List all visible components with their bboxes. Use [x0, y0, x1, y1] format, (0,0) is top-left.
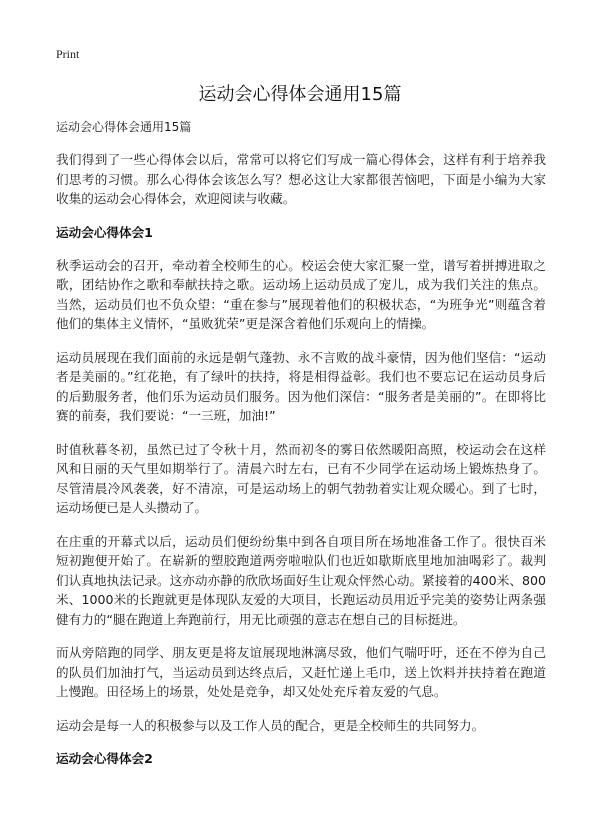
section1-paragraph: 秋季运动会的召开，牵动着全校师生的心。校运会使大家汇聚一堂，谱写着拼搏进取之歌，团结协作之歌和奉献扶持之歌。运动场上运动员成了宠儿，成为我们关注的焦点。当然，运动员们也不负众望：“重在参与”展现着他们的积极状态，“为班争光”则蕴含着他们的集体主义情怀，“虽败犹荣”更是深含着他们乐观向上的情操。	[56, 257, 546, 331]
page-title: 运动会心得体会通用15篇	[198, 84, 402, 105]
document-subtitle: 运动会心得体会通用15篇	[56, 120, 192, 134]
section1-paragraph: 时值秋暮冬初，虽然已过了令秋十月，然而初冬的雾日依然暖阳高照，校运动会在这样风和日丽的天气里如期举行了。清晨六时左右，已有不少同学在运动场上锻炼热身了。尽管清晨冷风袭袭，好不清凉，可是运动场上的朝气勃勃着实让观众暖心。到了七时，运动场便已是人头攒动了。	[56, 441, 546, 515]
section1-paragraph: 运动会是每一人的积极参与以及工作人员的配合，更是全校师生的共同努力。	[56, 717, 485, 733]
section-heading-1: 运动会心得体会1	[56, 224, 153, 240]
section1-paragraph: 在庄重的开幕式以后，运动员们便纷纷集中到各自项目所在场地准备工作了。很快百米短初跑便开始了。在崭新的塑胶跑道两旁啦啦队们也近如歇斯底里地加油喝彩了。裁判们认真地执法记录。这亦动亦静的欣欣场面好生让观众怦然心动。紧接着的400米、800米、1000米的长跑就更是体现队友爱的大项目，长跑运动员用近乎完美的姿势让两条强健有力的“腿在跑道上奔跑前行，用无比顽强的意志在想自己的目标挺进。	[56, 533, 546, 627]
print-link[interactable]: Print	[56, 47, 80, 61]
section1-paragraph: 运动员展现在我们面前的永远是朝气蓬勃、永不言败的战斗豪情，因为他们坚信：“运动者是美丽的。”红花艳，有了绿叶的扶持，将是相得益彰。我们也不要忘记在运动员身后的后勤服务者，他们乐为运动员们服务。因为他们深信：“服务者是美丽的”。在即将比赛的前奏，我们要说：“一三班，加油!”	[56, 349, 546, 423]
section1-paragraph: 而从旁陪跑的同学、朋友更是将友谊展现地淋漓尽致，他们气喘吁吁，还在不停为自己的队员们加油打气，当运动员到达终点后，又赶忙递上毛巾，送上饮料并扶持着在跑道上慢跑。田径场上的场景，处处是竞争，却又处处充斥着友爱的气息。	[56, 645, 546, 699]
document-body	[56, 118, 546, 782]
section-heading-2: 运动会心得体会2	[56, 751, 153, 766]
intro-paragraph: 我们得到了一些心得体会以后，常常可以将它们写成一篇心得体会，这样有利于培养我们思考的习惯。那么心得体会该怎么写？想必这让大家都很苦恼吧，下面是小编为大家收集的运动会心得体会，欢迎阅读与收藏。	[56, 152, 546, 206]
